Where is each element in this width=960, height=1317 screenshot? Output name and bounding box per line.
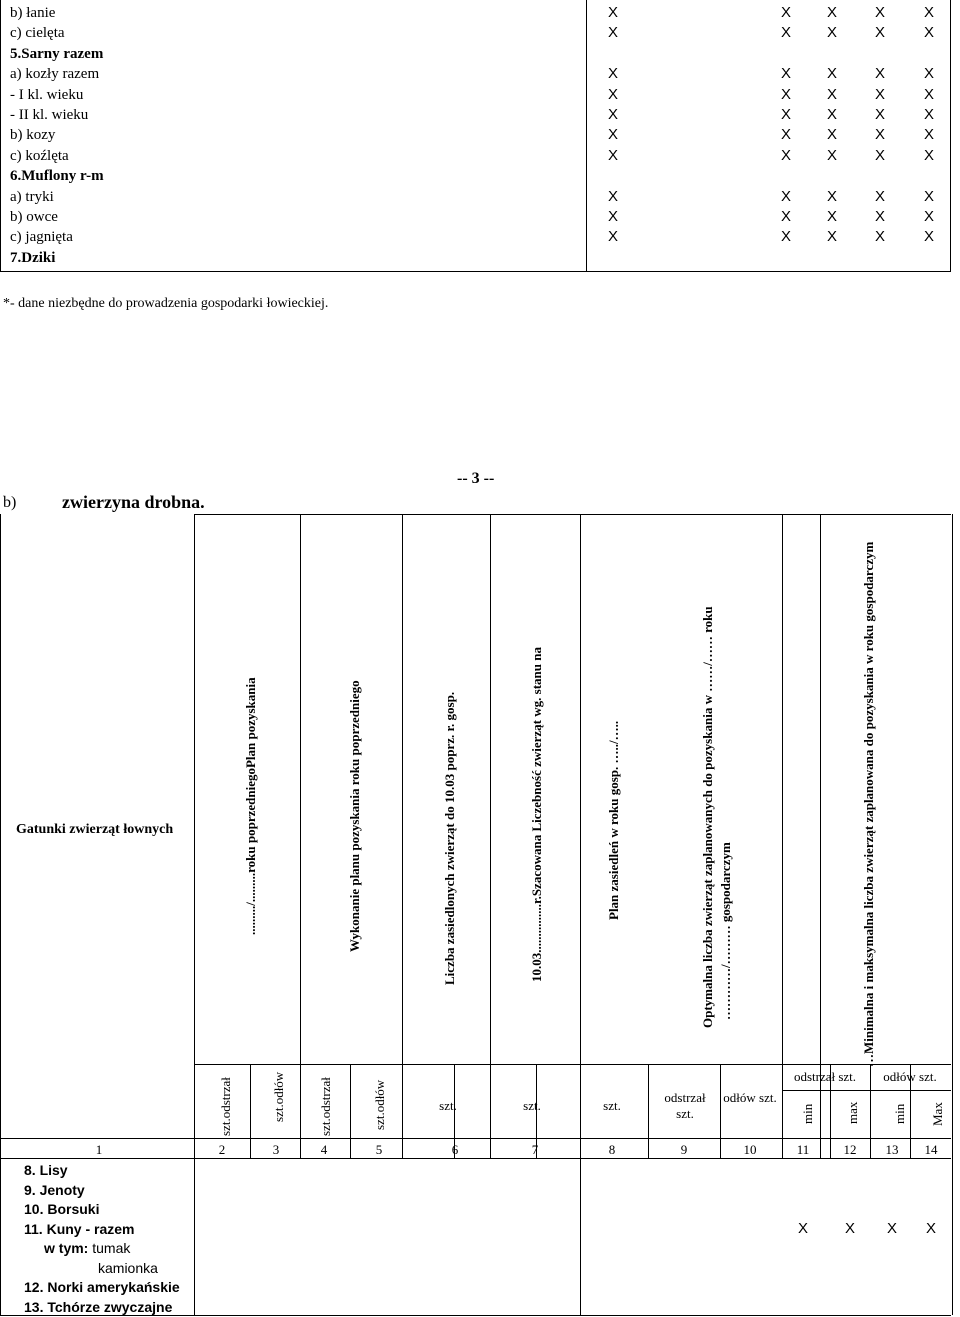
x-mark: X: [607, 65, 618, 83]
grid-line: [300, 514, 301, 1158]
row-label-rest: tumak: [88, 1240, 131, 1256]
x-mark: X: [874, 187, 885, 205]
x-mark: X: [780, 187, 791, 205]
row-label: - I kl. wieku: [10, 86, 84, 103]
row-label: - II kl. wieku: [10, 107, 89, 123]
x-mark: X: [607, 106, 618, 123]
section-letter: b): [3, 494, 17, 511]
page-number: -- 3 --: [457, 470, 495, 487]
x-mark: X: [826, 228, 837, 246]
x-mark: X: [874, 208, 885, 225]
x-mark: X: [874, 126, 885, 144]
row-label: a) kozły razem: [10, 66, 100, 83]
row-label: kamionka: [98, 1259, 158, 1276]
subheader-mm-catch: odłów szt.: [883, 1069, 937, 1084]
grid-line: [250, 1064, 251, 1158]
grid-line: [402, 514, 403, 1158]
column-number: 3: [272, 1142, 280, 1157]
grid-line: [952, 514, 953, 1315]
row-label: b) łanie: [10, 5, 56, 21]
x-mark: X: [923, 187, 934, 205]
row-label-bold: w tym:: [44, 1240, 89, 1256]
x-mark: X: [780, 4, 791, 21]
subheader-opt-shot: odstrzał szt.: [664, 1090, 706, 1121]
subheader-min-1: min: [800, 1103, 815, 1124]
x-mark: X: [874, 85, 885, 103]
subheader-plan-catch: szt.odłów: [271, 1071, 286, 1122]
x-mark: X: [923, 146, 934, 164]
x-mark: X: [780, 126, 791, 144]
row-label: 13. Tchórze zwyczajne: [24, 1298, 173, 1315]
column-number: 10: [743, 1142, 757, 1157]
x-mark: X: [780, 208, 791, 225]
x-mark: X: [826, 65, 837, 83]
subheader-max-1: max: [845, 1101, 860, 1124]
x-mark: X: [923, 24, 934, 42]
x-mark: X: [923, 228, 934, 246]
row-label: b) owce: [10, 209, 58, 225]
column-number: 13: [885, 1142, 899, 1157]
row-label: [44, 1238, 130, 1258]
x-mark: X: [780, 106, 791, 123]
header-minmax: …Minimalna i maksymalna liczba zwierząt zaplanowana do pozyskania w roku gospodarczym: [861, 541, 876, 1067]
column-number: 7: [531, 1142, 539, 1157]
grid-line: [0, 1158, 951, 1159]
column-number: 4: [320, 1142, 328, 1157]
column-number: 8: [608, 1142, 616, 1157]
grid-line: [194, 1064, 951, 1065]
x-mark: X: [607, 187, 618, 205]
x-mark: X: [874, 146, 885, 164]
x-mark: X: [923, 208, 934, 225]
column-number: 5: [375, 1142, 383, 1157]
column-number: 12: [843, 1142, 857, 1157]
x-mark: X: [923, 106, 934, 123]
subheader-plan-shot: szt.odstrzał: [218, 1077, 233, 1136]
x-mark: X: [780, 146, 791, 164]
grid-line: [720, 1064, 721, 1158]
x-mark: X: [607, 228, 618, 246]
grid-line: [648, 1064, 649, 1158]
grid-line: [782, 1090, 951, 1091]
column-number: 14: [924, 1142, 938, 1157]
row-label: c) jagnięta: [10, 229, 73, 246]
row-label: 7.Dziki: [10, 249, 56, 266]
x-mark: X: [826, 208, 837, 225]
grid-line: [820, 514, 821, 1158]
header-estimated: 10.03...............r.Szacowana Liczebność zwierząt wg. stanu na: [529, 647, 544, 982]
subheader-szt-c: szt.: [603, 1098, 621, 1113]
x-mark: X: [925, 1219, 936, 1237]
row-label: 12. Norki amerykańskie: [24, 1279, 180, 1295]
grid-line: [782, 514, 783, 1064]
x-mark: X: [874, 4, 885, 21]
subheader-exec-shot: szt.odstrzał: [318, 1077, 333, 1136]
header-count-settled: Liczba zasiedlonych zwierząt do 10.03 poprz. r. gosp.: [442, 691, 457, 985]
column-number: 2: [218, 1142, 226, 1157]
subheader-exec-catch: szt.odłów: [372, 1079, 387, 1130]
x-mark: X: [826, 146, 837, 164]
x-mark: X: [826, 126, 837, 144]
row-label: 5.Sarny razem: [10, 45, 104, 62]
x-mark: X: [826, 187, 837, 205]
column-number: 1: [95, 1142, 103, 1157]
x-mark: X: [923, 126, 934, 144]
x-mark: X: [886, 1219, 897, 1237]
x-mark: X: [923, 4, 934, 21]
x-mark: X: [826, 85, 837, 103]
row-label: 8. Lisy: [24, 1162, 68, 1178]
column-number: 9: [680, 1142, 688, 1157]
x-mark: X: [780, 65, 791, 83]
row-label: a) tryki: [10, 188, 54, 205]
row-label: c) cielęta: [10, 25, 65, 42]
grid-line: [194, 514, 951, 515]
x-mark: X: [607, 208, 618, 225]
x-mark: X: [874, 65, 885, 83]
x-mark: X: [874, 106, 885, 123]
header-optimal-1: Optymalna liczba zwierząt zaplanowanych do pozyskania w ……/…… roku: [700, 606, 715, 1028]
grid-line: [0, 1138, 951, 1139]
row-label: 11. Kuny - razem: [24, 1220, 135, 1237]
row-label: 6.Muflony r-m: [10, 168, 104, 185]
x-mark: X: [826, 4, 837, 21]
row-label: 10. Borsuki: [24, 1201, 100, 1217]
header-plan-settle: Plan zasiedleń w roku gosp. …../…..: [606, 720, 621, 920]
header-plan-prev: ........./.........roku poprzedniegoPlan pozyskania: [243, 677, 258, 935]
footnote: *- dane niezbędne do prowadzenia gospodarki łowieckiej.: [3, 296, 329, 311]
grid-line: [490, 514, 491, 1158]
x-mark: X: [780, 85, 791, 103]
x-mark: X: [607, 4, 618, 21]
x-mark: X: [874, 24, 885, 42]
header-optimal-2: …………/……… gospodarczym: [718, 842, 733, 1020]
x-mark: X: [780, 228, 791, 246]
x-mark: X: [780, 24, 791, 42]
column-number: 11: [796, 1142, 810, 1157]
subheader-max-2: Max: [930, 1102, 945, 1126]
row-label: 9. Jenoty: [24, 1181, 85, 1198]
x-mark: X: [826, 24, 837, 42]
row-label: b) kozy: [10, 127, 56, 144]
section-title: zwierzyna drobna.: [62, 492, 205, 512]
subheader-mm-shot: odstrzał szt.: [793, 1069, 857, 1084]
row-label: c) koźlęta: [10, 147, 69, 164]
subheader-szt-b: szt.: [523, 1098, 541, 1113]
grid-line: [0, 514, 1, 1315]
x-mark: X: [844, 1219, 855, 1237]
x-mark: X: [923, 65, 934, 83]
subheader-szt-a: szt.: [439, 1098, 457, 1113]
x-mark: X: [607, 85, 618, 103]
x-mark: X: [874, 228, 885, 246]
species-header: Gatunki zwierząt łownych: [16, 822, 174, 837]
header-exec-prev: Wykonanie planu pozyskania roku poprzedniego: [347, 680, 362, 952]
x-mark: X: [607, 24, 618, 42]
x-mark: X: [923, 85, 934, 103]
column-number: 6: [451, 1142, 459, 1157]
x-mark: X: [607, 146, 618, 164]
x-mark: X: [607, 126, 618, 144]
grid-line: [350, 1064, 351, 1158]
subheader-opt-catch: odłów szt.: [723, 1090, 777, 1105]
grid-line: [194, 514, 195, 1315]
x-mark: X: [797, 1219, 808, 1237]
grid-line: [580, 514, 581, 1315]
x-mark: X: [826, 106, 837, 123]
subheader-min-2: min: [892, 1103, 907, 1124]
